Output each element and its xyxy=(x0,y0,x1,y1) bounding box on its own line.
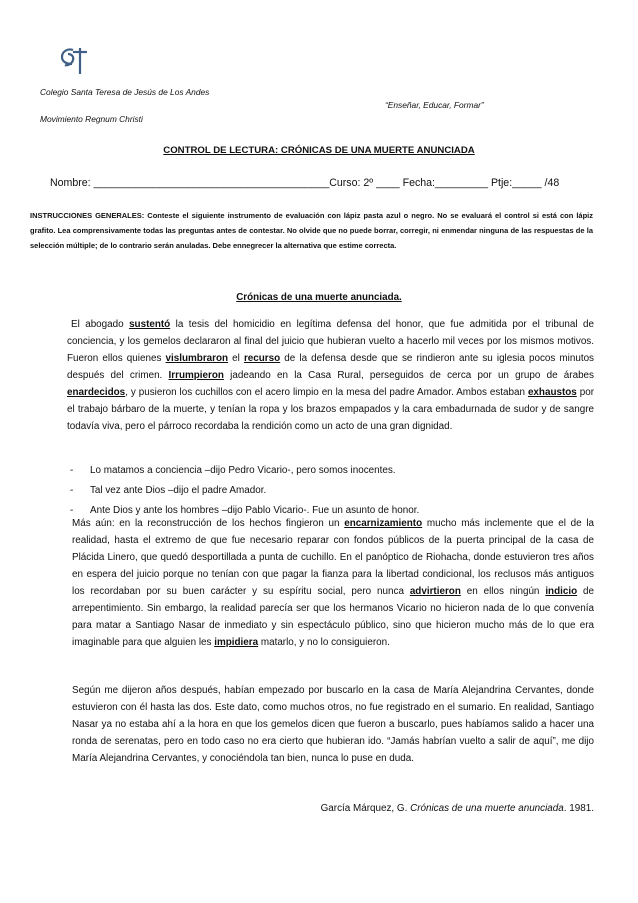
paragraph-2: Más aún: en la reconstrucción de los hechos fingieron un encarnizamiento mucho más inclemente que el de la realidad, hasta el extremo de que fue necesario reparar con fondos públicos de la puerta principal de la casa de Plácida Linero, que quedó desportillada a punta de cuchillo. En el panóptico de Riohacha, donde estuvieron tres años en espera del juicio porque no tenían con que pagar la fianza para la libertad condicional, los reclusos más antiguos los recordaban por su buen carácter y su espíritu social, pero nunca advirtieron en ellos ningún indicio de arrepentimiento. Sin embargo, la realidad parecía ser que los hermanos Vicario no hicieron nada de lo que convenía para matar a Santiago Nasar de inmediato y sin espectáculo público, sino que hicieron mucho más de lo que era imaginable para que alguien les impidiera matarlo, y no lo consiguieron. xyxy=(72,518,595,648)
document-title: CONTROL DE LECTURA: CRÓNICAS DE UNA MUERTE ANUNCIADA xyxy=(163,145,475,156)
keyword-vislumbraron: vislumbraron xyxy=(165,353,229,364)
dialogue-line: - Ante Dios y ante los hombres –dijo Pablo Vicario-. Fue un asunto de honor. xyxy=(70,505,420,516)
keyword-sustento: sustentó xyxy=(129,319,171,330)
keyword-irrumpieron: Irrumpieron xyxy=(168,370,224,381)
reading-title: Crónicas de una muerte anunciada. xyxy=(236,292,402,303)
keyword-encarnizamiento: encarnizamiento xyxy=(344,518,423,529)
instructions: INSTRUCCIONES GENERALES: Conteste el siguiente instrumento de evaluación con lápiz pasta azul o negro. No se evaluará el control si está con lápiz grafito. Lea comprensivamente todas las preguntas antes de contestar. No olvide que no puede borrar, corregir, ni enmendar ninguna de las respuestas de la selección múltiple; de lo contrario serán anuladas. Debe ennegrecer la alternativa que estime correcta. xyxy=(30,211,593,250)
school-name: Colegio Santa Teresa de Jesús de Los Andes xyxy=(40,87,210,97)
keyword-enardecidos: enardecidos xyxy=(67,387,126,398)
keyword-recurso: recurso xyxy=(243,353,281,364)
school-logo xyxy=(58,46,92,76)
paragraph-1: El abogado sustentó la tesis del homicidio en legítima defensa del honor, que fue admitida por el tribunal de conciencia, y los gemelos declararon al final del juicio que hubieran vuelto a hacerlo mil veces por los mismos motivos. Fueron ellos quienes vislumbraron el recurso de la defensa desde que se rindieron ante su iglesia pocos minutos después del crimen. Irrumpieron jadeando en la Casa Rural, perseguidos de cerca por un grupo de árabes enardecidos, y pusieron los cuchillos con el acero limpio en la mesa del padre Amador. Ambos estaban exhaustos por el trabajo bárbaro de la muerte, y tenían la ropa y los brazos empapados y la cara embadurnada de sudor y de sangre todavía viva, pero el párroco recordaba la rendición como un acto de una gran dignidad. xyxy=(67,319,594,432)
citation-work: Crónicas de una muerte anunciada xyxy=(410,803,564,814)
school-motto: “Enseñar, Educar, Formar” xyxy=(385,100,484,110)
dialogue-line: - Tal vez ante Dios –dijo el padre Amador. xyxy=(70,485,267,496)
keyword-indicio: indicio xyxy=(545,586,578,597)
paragraph-3: Según me dijeron años después, habían empezado por buscarlo en la casa de María Alejandrina Cervantes, donde estuvieron con él hasta las dos. Este dato, como muchos otros, no fue registrado en el sumario. En realidad, Santiago Nasar ya no estaba ahí a la hora en que los gemelos dicen que fueron a buscarlo, pues habíamos salido a hacer una ronda de serenatas, pero en todo caso no era cierto que hubieran ido. “Jamás habrían vuelto a salir de aquí”, me dijo María Alejandrina Cervantes, y conociéndola tan bien, nunca lo puse en duda. xyxy=(72,685,594,764)
movement-name: Movimiento Regnum Christi xyxy=(40,114,143,124)
citation: García Márquez, G. Crónicas de una muerte anunciada. 1981. xyxy=(320,803,594,814)
dialogue-list xyxy=(70,461,590,521)
student-fields-line: Nombre: ________________________________________Curso: 2º ____ Fecha:_________ Ptje:_____ /48 xyxy=(50,177,560,189)
keyword-advirtieron: advirtieron xyxy=(409,586,461,597)
dialogue-line: - Lo matamos a conciencia –dijo Pedro Vicario-, pero somos inocentes. xyxy=(70,465,396,476)
keyword-exhaustos: exhaustos xyxy=(527,387,577,398)
keyword-impidiera: impidiera xyxy=(214,637,259,648)
